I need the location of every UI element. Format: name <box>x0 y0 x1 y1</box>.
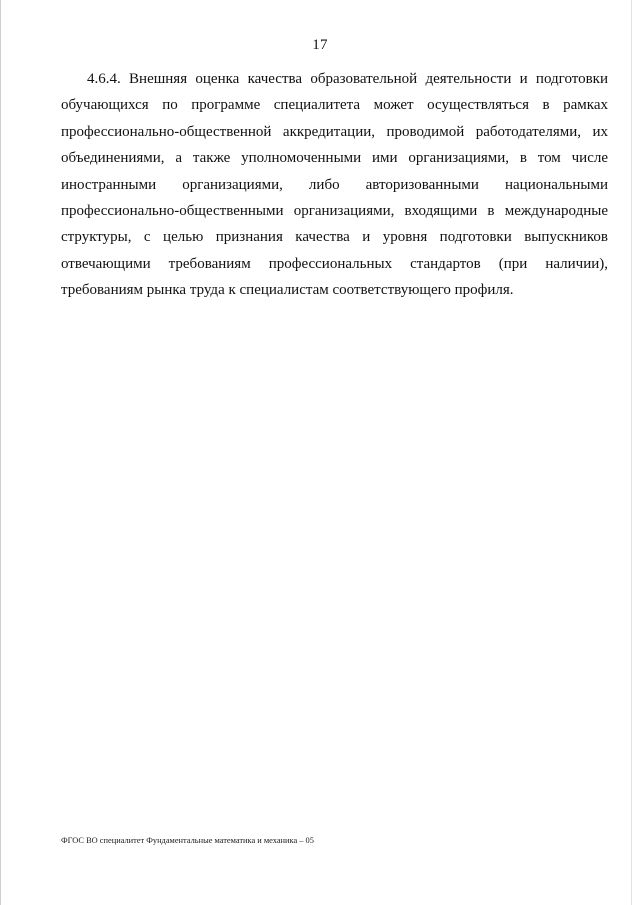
paragraph-line: отвечающими требованиям профессиональных стандартов (при наличии), <box>61 255 608 272</box>
paragraph-line: объединениями, а также уполномоченными ими организациями, в том числе <box>61 150 608 167</box>
page-left-edge <box>0 0 1 905</box>
paragraph-line: обучающихся по программе специалитета может осуществляться в рамках <box>61 97 608 114</box>
paragraph-line: профессионально-общественной аккредитации, проводимой работодателями, их <box>61 123 608 140</box>
paragraph-line: профессионально-общественными организациями, входящими в международные <box>61 203 608 220</box>
page-right-edge <box>631 0 632 905</box>
paragraph-line: 4.6.4. Внешняя оценка качества образовательной деятельности и подготовки <box>87 71 608 87</box>
document-footer: ФГОС ВО специалитет Фундаментальные математика и механика – 05 <box>61 836 314 845</box>
paragraph-line: требованиям рынка труда к специалистам соответствующего профиля. <box>61 282 514 299</box>
page-number: 17 <box>312 37 328 53</box>
paragraph-line: структуры, с целью признания качества и уровня подготовки выпускников <box>61 229 608 246</box>
paragraph-4-6-4 <box>61 66 608 304</box>
paragraph-line: иностранными организациями, либо авторизованными национальными <box>61 176 608 193</box>
